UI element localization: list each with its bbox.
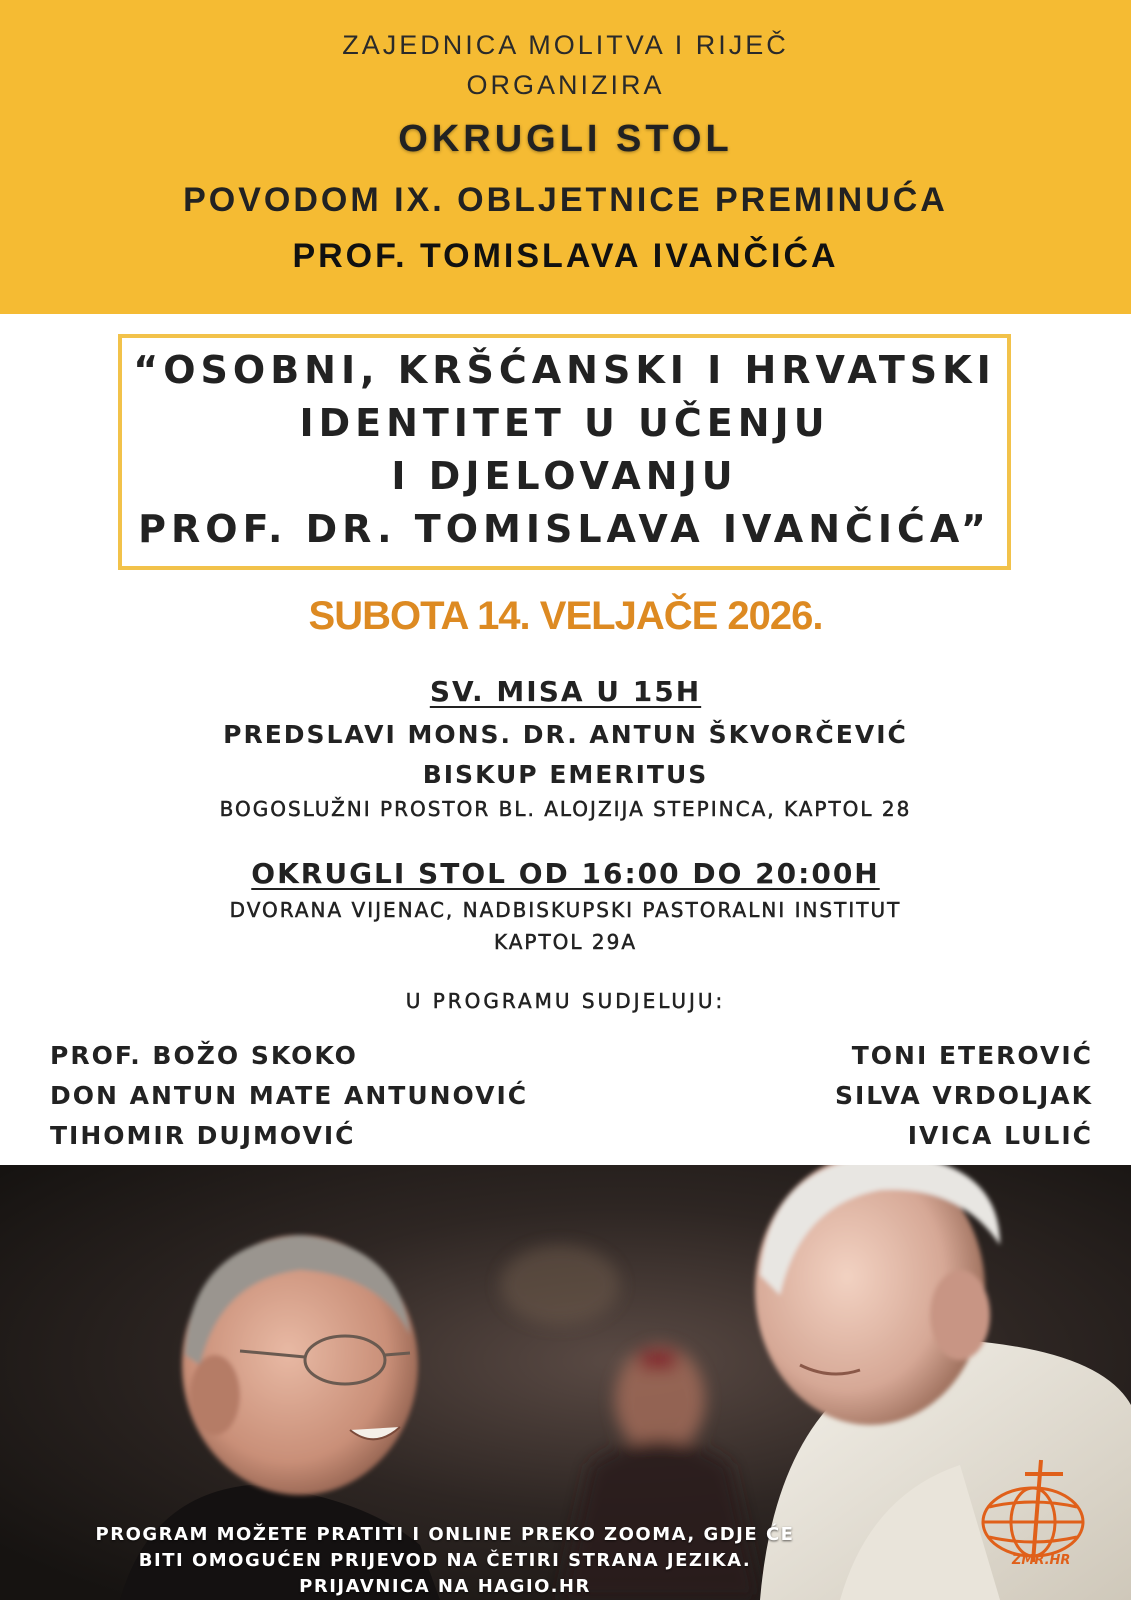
header-banner — [0, 0, 1131, 314]
round-table-title: OKRUGLI STOL OD 16:00 DO 20:00H — [251, 857, 880, 890]
topic-line-4: PROF. DR. TOMISLAVA IVANČIĆA” — [138, 507, 991, 551]
mass-presider-title: BISKUP EMERITUS — [422, 760, 709, 789]
program-title: U PROGRAMU SUDJELUJU: — [405, 989, 726, 1013]
topic-line-3: I DJELOVANJU — [391, 454, 738, 498]
topic-line-1: “OSOBNI, KRŠĆANSKI I HRVATSKI — [133, 348, 996, 392]
organizer-line: ZAJEDNICA MOLITVA I RIJEČ — [342, 30, 789, 60]
event-type-title: OKRUGLI STOL — [398, 118, 733, 160]
organizer-verb: ORGANIZIRA — [466, 70, 665, 100]
occasion-line: POVODOM IX. OBLJETNICE PREMINUĆA — [183, 181, 948, 219]
mass-location: BOGOSLUŽNI PROSTOR BL. ALOJZIJA STEPINCA, KAPTOL 28 — [219, 797, 912, 821]
participant-name: IVICA LULIĆ — [907, 1121, 1093, 1150]
topic-line-2: IDENTITET U UČENJU — [299, 401, 830, 445]
participants-right — [835, 1036, 1093, 1156]
topic-title-box — [118, 334, 1011, 570]
person-line: PROF. TOMISLAVA IVANČIĆA — [292, 237, 839, 275]
logo-text: ZMR.HR — [1012, 1553, 1071, 1568]
participant-name: DON ANTUN MATE ANTUNOVIĆ — [50, 1081, 529, 1110]
participants-left — [50, 1036, 528, 1156]
participant-name: SILVA VRDOLJAK — [834, 1081, 1093, 1110]
footer-note — [60, 1522, 830, 1600]
mass-title: SV. MISA U 15H — [429, 675, 702, 708]
mass-presider: PREDSLAVI MONS. DR. ANTUN ŠKVORČEVIĆ — [223, 720, 908, 749]
event-date: SUBOTA 14. VELJAČE 2026. — [308, 594, 823, 638]
round-table-location-2: KAPTOL 29A — [493, 930, 638, 954]
footer-registration-link[interactable]: PRIJAVNICA NA HAGIO.HR — [299, 1576, 591, 1597]
participant-name: PROF. BOŽO SKOKO — [50, 1041, 358, 1070]
round-table-location-1: DVORANA VIJENAC, NADBISKUPSKI PASTORALNI INSTITUT — [229, 898, 902, 922]
footer-line-2: BITI OMOGUĆEN PRIJEVOD NA ČETIRI STRANA JEZIKA. — [138, 1550, 752, 1571]
participant-name: TONI ETEROVIĆ — [851, 1041, 1093, 1070]
footer-line-1: PROGRAM MOŽETE PRATITI I ONLINE PREKO ZOOMA, GDJE ĆE — [95, 1524, 795, 1545]
participant-name: TIHOMIR DUJMOVIĆ — [50, 1121, 356, 1150]
